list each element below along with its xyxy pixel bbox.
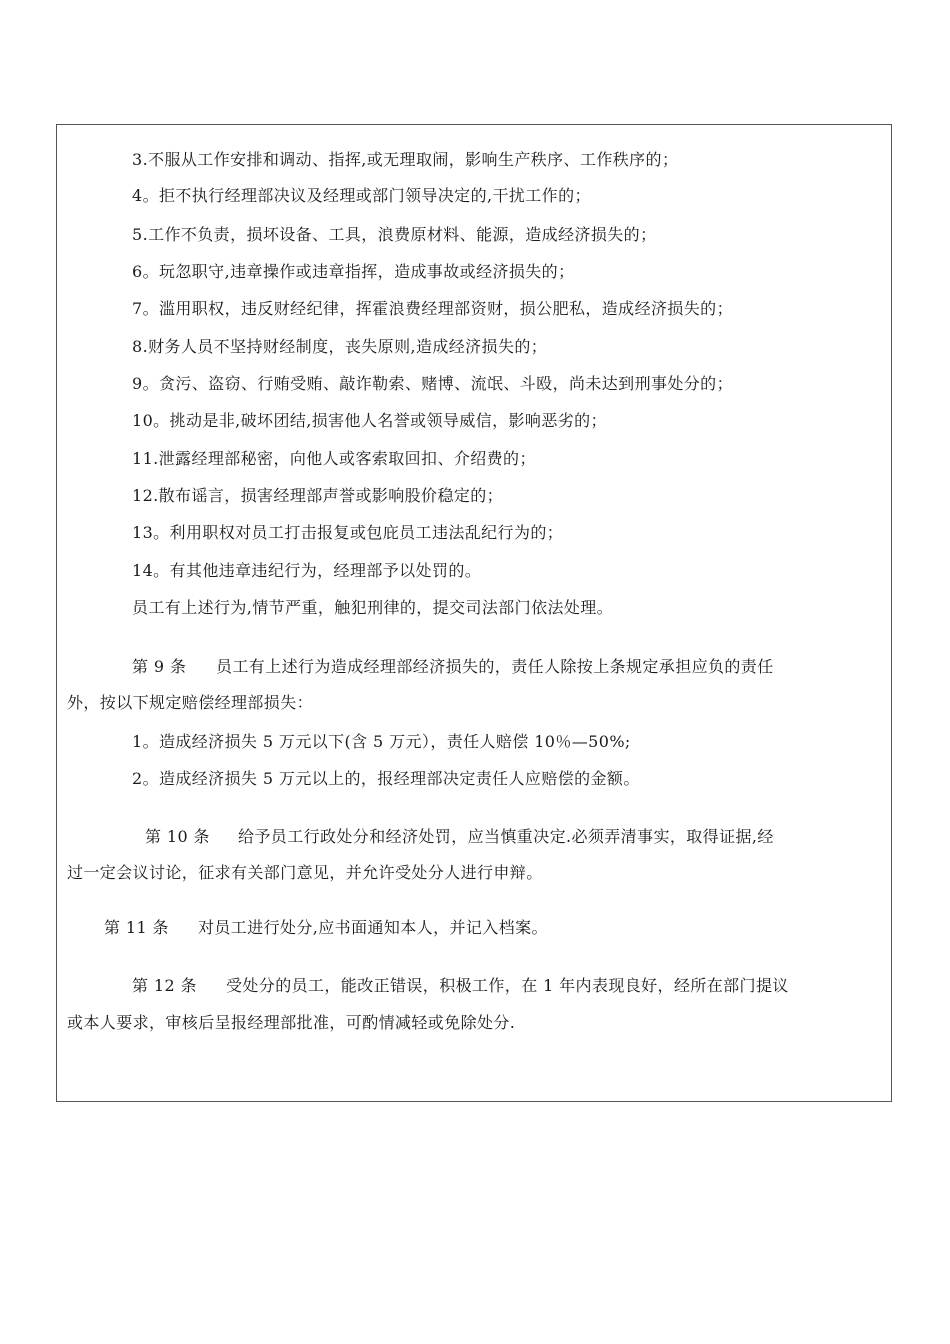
item-10: 10。挑动是非,破坏团结,损害他人名誉或领导威信，影响恶劣的； bbox=[132, 411, 607, 430]
article-11-text: 对员工进行处分,应书面通知本人，并记入档案。 bbox=[198, 918, 548, 937]
article-11-label: 第 11 条 bbox=[104, 918, 169, 937]
item-13: 13。利用职权对员工打击报复或包庇员工违法乱纪行为的； bbox=[132, 523, 564, 542]
item-8: 8.财务人员不坚持财经制度，丧失原则,造成经济损失的； bbox=[132, 337, 548, 356]
item-9: 9。贪污、盗窃、行贿受贿、敲诈勒索、赌博、流氓、斗殴，尚未达到刑事处分的； bbox=[132, 374, 733, 393]
item-3: 3.不服从工作安排和调动、指挥,或无理取闹，影响生产秩序、工作秩序的； bbox=[132, 150, 679, 169]
criminal-note: 员工有上述行为,情节严重，触犯刑律的，提交司法部门依法处理。 bbox=[132, 598, 614, 617]
item-6: 6。玩忽职守,违章操作或违章指挥，造成事故或经济损失的； bbox=[132, 262, 575, 281]
article-10-text-line-2: 过一定会议讨论，征求有关部门意见，并允许受处分人进行申辩。 bbox=[67, 863, 543, 882]
item-11: 11.泄露经理部秘密，向他人或客索取回扣、介绍费的； bbox=[132, 449, 536, 468]
item-12: 12.散布谣言，损害经理部声誉或影响股价稳定的； bbox=[132, 486, 504, 505]
article-9-text-line-1: 员工有上述行为造成经理部经济损失的，责任人除按上条规定承担应负的责任 bbox=[216, 657, 774, 676]
item-5: 5.工作不负责，损坏设备、工具，浪费原材料、能源，造成经济损失的； bbox=[132, 225, 657, 244]
article-9-sub-1: 1。造成经济损失 5 万元以下(含 5 万元），责任人赔偿 10％—50%; bbox=[132, 732, 631, 751]
article-10-text-line-1: 给予员工行政处分和经济处罚，应当慎重决定.必须弄清事实，取得证据,经 bbox=[238, 827, 774, 846]
item-4: 4。拒不执行经理部决议及经理或部门领导决定的,干扰工作的； bbox=[132, 186, 591, 205]
article-9-text-line-2: 外，按以下规定赔偿经理部损失： bbox=[67, 693, 314, 712]
item-7: 7。滥用职权，违反财经纪律，挥霍浪费经理部资财，损公肥私，造成经济损失的； bbox=[132, 299, 733, 318]
article-9-label: 第 9 条 bbox=[132, 657, 187, 676]
article-12-text-line-1: 受处分的员工，能改正错误，积极工作，在 1 年内表现良好，经所在部门提议 bbox=[226, 976, 789, 995]
article-12-text-line-2: 或本人要求，审核后呈报经理部批准，可酌情减轻或免除处分. bbox=[67, 1013, 516, 1032]
article-9-sub-2: 2。造成经济损失 5 万元以上的，报经理部决定责任人应赔偿的金额。 bbox=[132, 769, 640, 788]
item-14: 14。有其他违章违纪行为，经理部予以处罚的。 bbox=[132, 561, 482, 580]
article-12-label: 第 12 条 bbox=[132, 976, 197, 995]
article-10-label: 第 10 条 bbox=[145, 827, 210, 846]
